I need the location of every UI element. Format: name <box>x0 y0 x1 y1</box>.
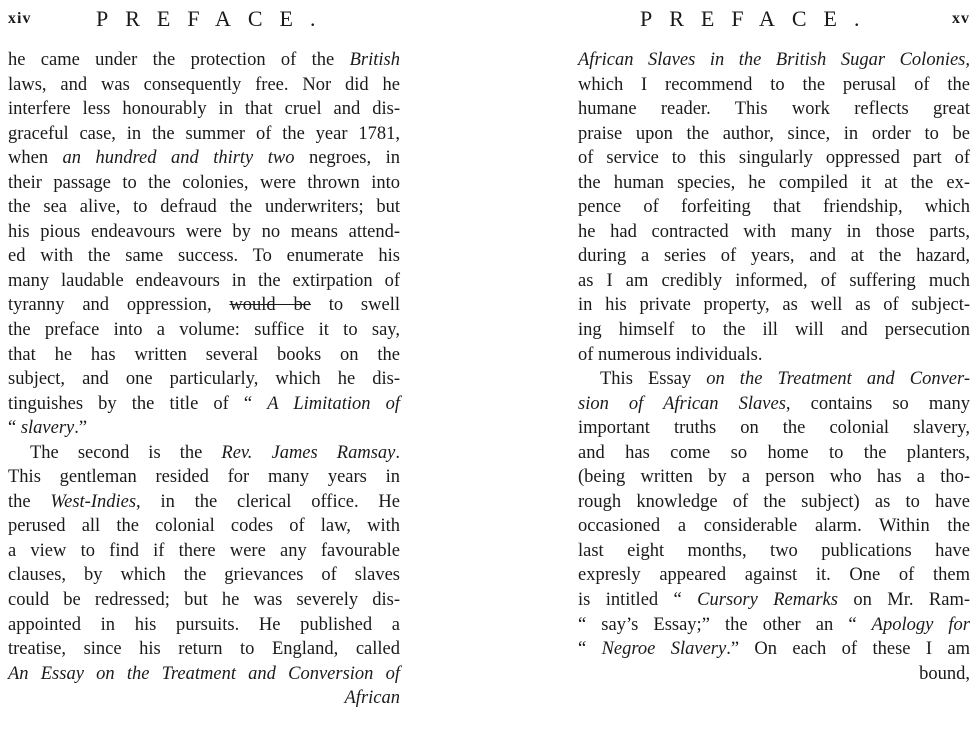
text-segment: treatise, since his return to England, called <box>8 639 400 660</box>
text-segment: (being written by a person who has a tho- <box>578 467 970 488</box>
right-page-body <box>578 48 970 686</box>
text-line <box>8 613 400 638</box>
text-line <box>8 244 400 269</box>
italic-text: Negroe Slavery <box>601 639 727 660</box>
text-segment: occasioned a considerable alarm. Within the <box>578 516 970 537</box>
text-segment: pence of forfeiting that friendship, which <box>578 197 970 218</box>
left-page-header <box>0 2 490 32</box>
text-line <box>578 588 970 613</box>
text-segment: negroes, in <box>294 148 400 169</box>
text-line <box>578 122 970 147</box>
italic-text: African <box>344 688 400 709</box>
italic-text: an hundred and thirty two <box>62 148 295 169</box>
italic-text: Rev. James Ramsay <box>221 442 396 463</box>
italic-text: slavery <box>20 418 75 439</box>
text-line <box>8 367 400 392</box>
text-line <box>8 122 400 147</box>
text-line <box>8 220 400 245</box>
text-segment: the human species, he compiled it at the ex- <box>578 172 970 193</box>
text-segment: .” <box>74 418 88 439</box>
italic-text: An Essay <box>8 663 84 684</box>
text-line <box>8 318 400 343</box>
text-segment: subject, and one particularly, which he dis- <box>8 369 400 390</box>
text-segment: his pious endeavours were by no means attend- <box>8 221 400 242</box>
text-segment: the <box>8 491 51 512</box>
text-segment: ed with the same success. To enumerate his <box>8 246 400 267</box>
text-line <box>8 563 400 588</box>
text-line <box>578 73 970 98</box>
text-segment: of service to this singularly oppressed part of <box>578 148 970 169</box>
text-segment: , contains so many <box>785 393 970 414</box>
text-segment: that he has written several books on the <box>8 344 400 365</box>
text-segment: The second is the <box>30 442 222 463</box>
text-line <box>8 146 400 171</box>
text-line <box>8 686 400 711</box>
text-segment: could be redressed; but he was severely dis- <box>8 590 400 611</box>
text-line <box>578 637 970 662</box>
text-line <box>8 637 400 662</box>
left-page-body <box>8 48 400 711</box>
left-page-number: xiv <box>8 10 32 27</box>
italic-text: Apology for <box>871 614 970 635</box>
right-page <box>490 0 980 740</box>
text-line <box>578 416 970 441</box>
text-line <box>8 343 400 368</box>
text-line <box>578 269 970 294</box>
text-line <box>578 514 970 539</box>
text-segment: perused all the colonial codes of law, with <box>8 516 400 537</box>
text-segment: praise upon the author, since, in order to be <box>578 123 970 144</box>
text-line <box>8 416 400 441</box>
text-segment: on Mr. Ram- <box>837 590 970 611</box>
italic-text: sion of African Slaves <box>578 393 786 414</box>
text-line <box>578 195 970 220</box>
text-line <box>578 146 970 171</box>
text-segment: important truths on the colonial slavery, <box>578 418 970 439</box>
text-segment: many laudable endeavours in the extirpation of <box>8 270 400 291</box>
text-line <box>578 441 970 466</box>
italic-text: Cursory Remarks <box>697 590 838 611</box>
text-line <box>8 171 400 196</box>
text-segment: “ <box>578 639 602 660</box>
text-segment: tyranny and oppression, <box>8 295 230 316</box>
text-segment: he had contracted with many in those parts, <box>578 221 970 242</box>
text-segment: during a series of years, and at the hazard, <box>578 246 970 267</box>
text-line <box>578 613 970 638</box>
text-segment: laws, and was consequently free. Nor did he <box>8 74 400 95</box>
text-segment: This Essay <box>600 369 707 390</box>
text-segment: he came under the protection of the <box>8 50 350 70</box>
text-segment: as I am credibly informed, of suffering much <box>578 270 970 291</box>
text-segment: interfere less honourably in that cruel and dis- <box>8 99 400 120</box>
text-segment: and has come so home to the planters, <box>578 442 970 463</box>
text-segment: graceful case, in the summer of the year 1781, <box>8 123 400 144</box>
text-line <box>578 244 970 269</box>
text-line <box>8 48 400 73</box>
text-line <box>8 195 400 220</box>
text-segment: rough knowledge of the subject) as to have <box>578 491 970 512</box>
italic-text: West-Indies <box>50 491 137 512</box>
text-line <box>578 392 970 417</box>
text-line <box>8 269 400 294</box>
text-segment: which I recommend to the perusal of the <box>578 74 970 95</box>
text-segment: humane reader. This work reflects great <box>578 99 970 120</box>
text-line <box>8 392 400 417</box>
text-segment: bound, <box>919 663 970 684</box>
text-line <box>578 367 970 392</box>
text-segment: in his private property, as well as of subject- <box>578 295 970 316</box>
text-segment: . <box>395 442 400 463</box>
text-line <box>8 490 400 515</box>
text-line <box>8 662 400 687</box>
text-line <box>578 318 970 343</box>
right-page-number: xv <box>952 10 970 27</box>
text-segment: expresly appeared against it. One of them <box>578 565 970 586</box>
text-line <box>8 97 400 122</box>
text-segment: the preface into a volume: suffice it to say, <box>8 320 400 341</box>
italic-text: British <box>349 50 400 70</box>
text-segment: appointed in his pursuits. He published a <box>8 614 400 635</box>
text-line <box>8 539 400 564</box>
text-segment: tinguishes by the title of “ <box>8 393 268 414</box>
text-line <box>578 490 970 515</box>
text-line <box>8 441 400 466</box>
text-line <box>578 171 970 196</box>
text-segment: “ <box>8 418 21 439</box>
text-line <box>578 220 970 245</box>
text-segment: when <box>8 148 63 169</box>
italic-text: A Limitation of <box>267 393 400 414</box>
text-segment: .” On each of these I am <box>726 639 970 660</box>
text-line <box>8 588 400 613</box>
right-page-header <box>490 2 980 32</box>
text-line <box>8 73 400 98</box>
text-segment: , in the clerical office. He <box>136 491 400 512</box>
left-running-head: PREFACE. <box>96 6 333 31</box>
struck-text: would be <box>229 295 311 316</box>
text-segment: their passage to the colonies, were thrown into <box>8 172 400 193</box>
text-line <box>578 293 970 318</box>
text-segment: last eight months, two publications have <box>578 540 970 561</box>
text-segment: of numerous individuals. <box>578 344 763 365</box>
text-segment: the sea alive, to defraud the underwriters; but <box>8 197 400 218</box>
text-line <box>578 97 970 122</box>
text-line <box>578 539 970 564</box>
text-segment: ing himself to the ill will and persecution <box>578 320 970 341</box>
text-line <box>578 343 970 368</box>
text-line <box>578 563 970 588</box>
italic-text: on the Treatment and Conversion of <box>83 663 400 684</box>
text-segment: clauses, by which the grievances of slaves <box>8 565 400 586</box>
text-line <box>578 48 970 73</box>
text-segment: This gentleman resided for many years in <box>8 467 400 488</box>
text-line <box>578 465 970 490</box>
italic-text: on the Treatment and Conver- <box>706 369 970 390</box>
text-segment: “ say’s Essay;” the other an “ <box>578 614 872 635</box>
text-segment: to swell <box>310 295 400 316</box>
italic-text: African Slaves in the British Sugar Colonies, <box>578 50 970 70</box>
text-line <box>8 293 400 318</box>
text-line <box>8 514 400 539</box>
text-line <box>578 662 970 687</box>
right-running-head: PREFACE. <box>640 6 877 31</box>
text-line <box>8 465 400 490</box>
text-segment: is intitled “ <box>578 590 698 611</box>
text-segment: a view to find if there were any favourable <box>8 540 400 561</box>
